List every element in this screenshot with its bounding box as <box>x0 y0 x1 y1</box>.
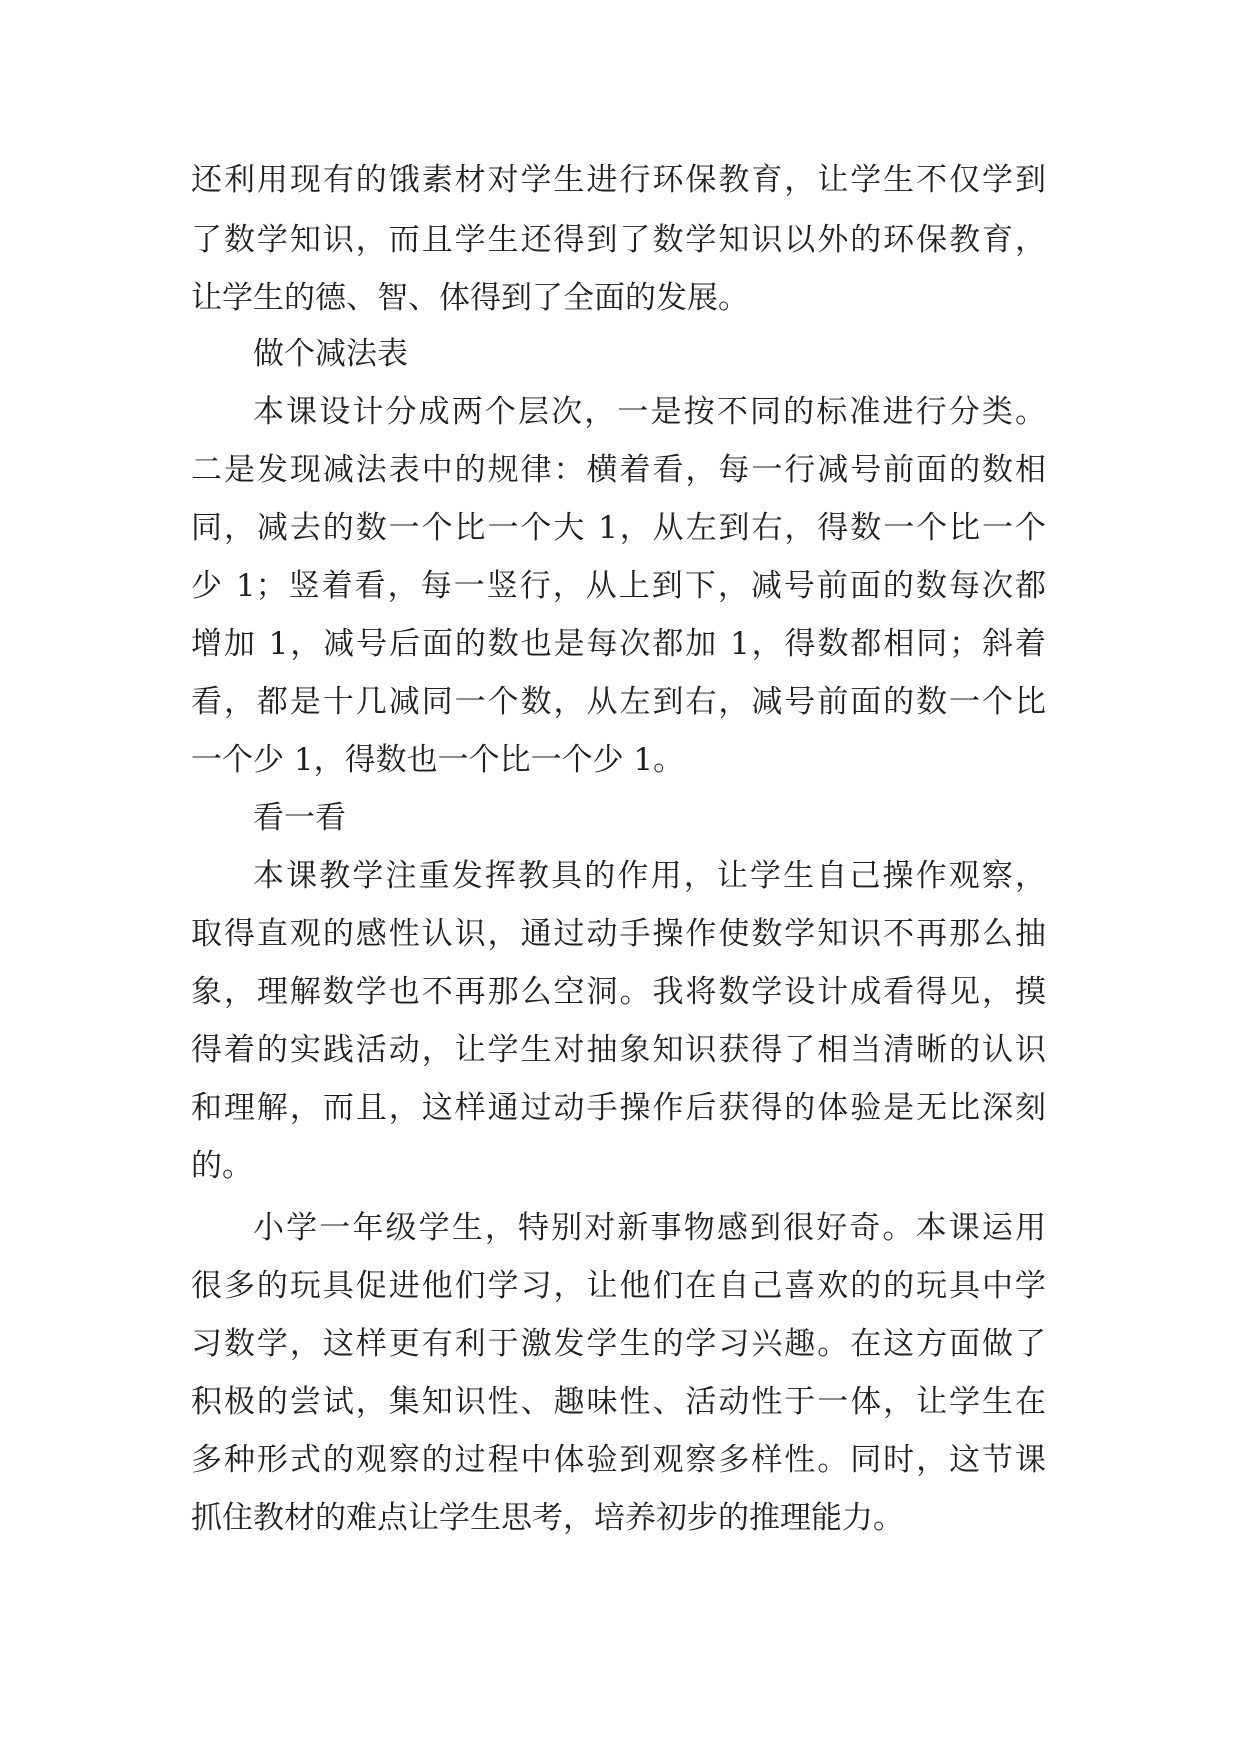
paragraph-line: 二是发现减法表中的规律：横着看，每一行减号前面的数相 <box>191 452 1046 488</box>
paragraph-line: 积极的尝试，集知识性、趣味性、活动性于一体，让学生在 <box>191 1384 1046 1420</box>
section-heading: 做个减法表 <box>253 336 408 372</box>
paragraph-line: 和理解，而且，这样通过动手操作后获得的体验是无比深刻 <box>191 1090 1046 1126</box>
paragraph-line: 很多的玩具促进他们学习，让他们在自己喜欢的的玩具中学 <box>191 1268 1046 1304</box>
paragraph-line: 还利用现有的饿素材对学生进行环保教育，让学生不仅学到 <box>191 162 1046 198</box>
paragraph-line: 让学生的德、智、体得到了全面的发展。 <box>191 280 749 316</box>
paragraph-line: 得着的实践活动，让学生对抽象知识获得了相当清晰的认识 <box>191 1032 1046 1068</box>
paragraph-line: 的。 <box>191 1148 253 1184</box>
section-heading: 看一看 <box>253 800 346 836</box>
paragraph-line: 增加 1，减号后面的数也是每次都加 1，得数都相同；斜着 <box>191 626 1046 662</box>
paragraph-line: 本课设计分成两个层次，一是按不同的标准进行分类。 <box>253 394 1046 430</box>
paragraph-line: 象，理解数学也不再那么空洞。我将数学设计成看得见，摸 <box>191 974 1046 1010</box>
paragraph-line: 了数学知识，而且学生还得到了数学知识以外的环保教育， <box>191 222 1046 258</box>
paragraph-line: 取得直观的感性认识，通过动手操作使数学知识不再那么抽 <box>191 916 1046 952</box>
paragraph-line: 少 1；竖着看，每一竖行，从上到下，减号前面的数每次都 <box>191 568 1046 604</box>
paragraph-line: 抓住教材的难点让学生思考，培养初步的推理能力。 <box>191 1500 904 1536</box>
paragraph-line: 一个少 1，得数也一个比一个少 1。 <box>191 742 685 778</box>
paragraph-line: 本课教学注重发挥教具的作用，让学生自己操作观察， <box>253 858 1046 894</box>
paragraph-line: 同，减去的数一个比一个大 1，从左到右，得数一个比一个 <box>191 510 1046 546</box>
paragraph-line: 习数学，这样更有利于激发学生的学习兴趣。在这方面做了 <box>191 1326 1046 1362</box>
paragraph-line: 看，都是十几减同一个数，从左到右，减号前面的数一个比 <box>191 684 1046 720</box>
paragraph-line: 多种形式的观察的过程中体验到观察多样性。同时，这节课 <box>191 1442 1046 1478</box>
paragraph-line: 小学一年级学生，特别对新事物感到很好奇。本课运用 <box>253 1210 1046 1246</box>
